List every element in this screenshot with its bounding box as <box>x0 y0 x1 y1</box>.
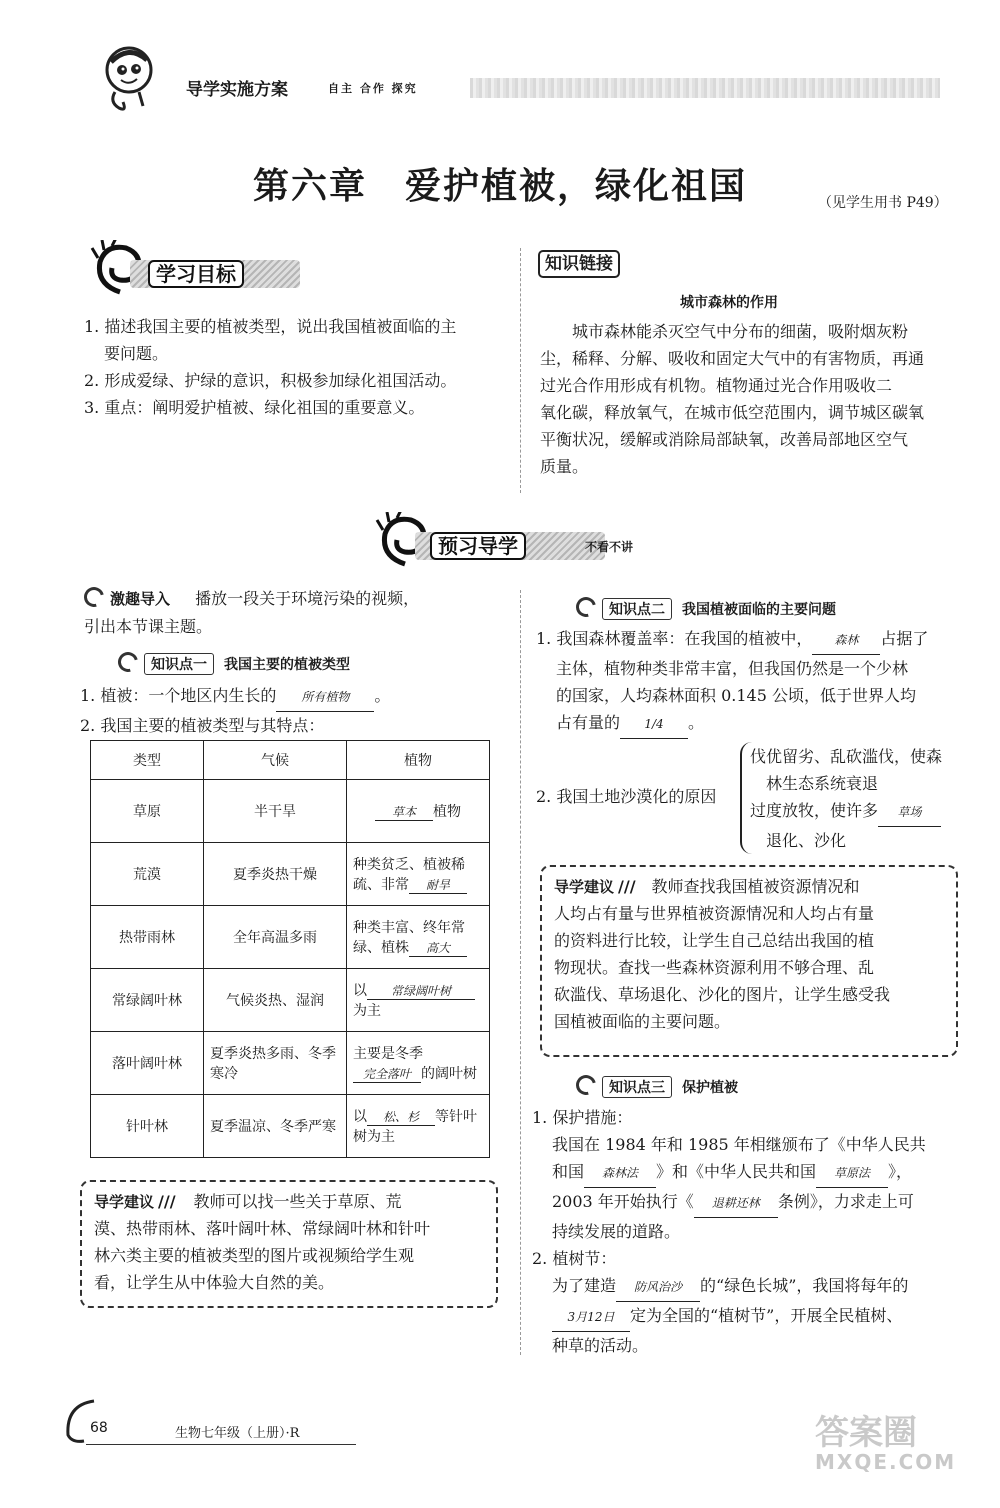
text: 主体，植物种类非常丰富，但我国仍然是一个少林 <box>556 659 909 678</box>
advice-line: 林六类主要的植被类型的图片或视频给学生观 <box>94 1246 415 1265</box>
book-title: 生物七年级（上册）·R <box>175 1426 300 1441</box>
cell-text: 的阔叶树 <box>421 1066 477 1082</box>
text: 1. 保护措施： <box>532 1108 633 1127</box>
kp1-q1-suffix: 。 <box>374 686 391 705</box>
answer-blank: 松、杉 <box>367 1108 435 1126</box>
answer-blank: 草原法 <box>816 1160 888 1188</box>
cell-text: 植物 <box>433 804 461 820</box>
cell-plants <box>347 843 490 906</box>
answer-blank: 森林法 <box>584 1160 656 1188</box>
moon-icon <box>114 648 141 675</box>
cell-plants <box>347 969 490 1032</box>
cell-type: 针叶林 <box>91 1095 204 1158</box>
advice-tag: 导学建议 <box>554 878 615 896</box>
answer-blank: 1/4 <box>620 711 688 739</box>
cell-type: 落叶阔叶林 <box>91 1032 204 1095</box>
advice-box-1: 导学建议 /// 教师可以找一些关于草原、荒 漠、热带雨林、落叶阔叶林、常绿阔叶林和针叶 林六类主要的植被类型的图片或视频给学生观 看，让学生从中体验大自然的美。 <box>80 1180 498 1308</box>
table-header: 植物 <box>347 741 490 780</box>
reason-line: 过度放牧，使许多 <box>750 801 879 820</box>
answer-blank: 高大 <box>409 939 467 957</box>
link-line: 尘，稀释、分解、吸收和固定大气中的有害物质，再通 <box>540 349 925 368</box>
link-heading: 城市森林的作用 <box>680 295 778 311</box>
advice-line: 的资料进行比较，让学生自己总结出我国的植 <box>554 931 875 950</box>
preview-banner <box>375 522 665 562</box>
text: 定为全国的“植树节”，开展全民植树、 <box>630 1306 903 1325</box>
column-divider <box>520 248 521 493</box>
cell-climate: 半干旱 <box>204 780 347 843</box>
text: 持续发展的道路。 <box>552 1222 681 1241</box>
cell-climate: 全年高温多雨 <box>204 906 347 969</box>
cell-text: 以 <box>353 983 367 999</box>
cell-plants <box>347 780 490 843</box>
text: 2. 植树节： <box>532 1249 617 1268</box>
reason-line: 退化、沙化 <box>766 831 847 850</box>
cell-plants <box>347 906 490 969</box>
table-row <box>91 1095 490 1158</box>
text: 。 <box>688 713 705 732</box>
cell-text: 种类丰富、终年常绿、植株 <box>353 920 465 956</box>
cell-text: 主要是冬季 <box>353 1046 423 1062</box>
table-row <box>91 969 490 1032</box>
advice-line: 国植被面临的主要问题。 <box>554 1012 731 1031</box>
kp3-body <box>532 1104 972 1359</box>
table-row <box>91 843 490 906</box>
answer-blank: 所有植物 <box>276 684 374 712</box>
answer-blank: 草场 <box>878 799 941 827</box>
chapter-title: 第六章 爱护植被，绿化祖国 <box>252 165 747 207</box>
header-band <box>470 78 940 98</box>
header-subtitle: 自主 合作 探究 <box>328 82 418 95</box>
cell-climate: 夏季炎热多雨、冬季寒冷 <box>204 1032 347 1095</box>
kp2-heading <box>576 597 836 620</box>
link-line: 平衡状况，缓解或消除局部缺氧，改善局部地区空气 <box>540 430 909 449</box>
answer-blank: 防风治沙 <box>616 1274 700 1302</box>
answer-blank: 完全落叶 <box>353 1065 421 1083</box>
advice-tag: 导学建议 <box>94 1193 155 1211</box>
table-row <box>91 1032 490 1095</box>
cell-text: 种类贫乏、植被稀疏、非常 <box>353 857 465 893</box>
answer-blank: 3月12日 <box>552 1304 630 1332</box>
goal-item: 1. 描述我国主要的植被类型，说出我国植被面临的主 <box>84 317 457 336</box>
link-line: 城市森林能杀灭空气中分布的细菌，吸附烟灰粉 <box>572 322 909 341</box>
text: 为了建造 <box>552 1276 617 1295</box>
header-title: 导学实施方案 <box>186 80 288 100</box>
advice-line: 砍滥伐、草场退化、沙化的图片，让学生感受我 <box>554 985 891 1004</box>
cell-text: 为主 <box>353 1003 381 1019</box>
answer-blank: 草本 <box>375 803 433 821</box>
advice-line: 教师查找我国植被资源情况和 <box>651 877 860 896</box>
moon-icon <box>572 1071 599 1098</box>
column-divider <box>520 590 521 1355</box>
text: 我国在 1984 年和 1985 年相继颁布了《中华人民共 <box>552 1135 926 1154</box>
link-line: 过光合作用形成有机物。植物通过光合作用吸收二 <box>540 376 893 395</box>
kp3-label: 知识点三 <box>602 1076 672 1098</box>
advice-line: 漠、热带雨林、落叶阔叶林、常绿阔叶林和针叶 <box>94 1219 431 1238</box>
kp1-questions <box>80 682 520 739</box>
table-header: 气候 <box>204 741 347 780</box>
link-body <box>540 318 970 480</box>
kp1-q1: 1. 植被：一个地区内生长的 <box>80 686 277 705</box>
link-line: 质量。 <box>540 457 589 476</box>
link-tag-box <box>538 250 620 278</box>
preview-note: 不看不讲 <box>585 540 634 554</box>
text: 的“绿色长城”，我国将每年的 <box>700 1276 909 1295</box>
goal-item: 要问题。 <box>104 344 169 363</box>
answer-blank: 常绿阔叶树 <box>367 982 475 1000</box>
cell-plants <box>347 1032 490 1095</box>
cell-plants <box>347 1095 490 1158</box>
moon-icon <box>572 593 599 620</box>
intro-line: 引出本节课主题。 <box>84 617 213 636</box>
cell-climate: 气候炎热、湿润 <box>204 969 347 1032</box>
watermark-text: 答案圈 <box>815 1413 917 1453</box>
cell-climate: 夏季炎热干燥 <box>204 843 347 906</box>
cell-type: 荒漠 <box>91 843 204 906</box>
kp1-q2: 2. 我国主要的植被类型与其特点： <box>80 716 325 735</box>
advice-box-2: 导学建议 /// 教师查找我国植被资源情况和 人均占有量与世界植被资源情况和人均占有量 的资料进行比较，让学生自己总结出我国的植 物现状。查找一些森林资源利用不够合理、乱 砍滥伐、草场退化、沙化的图片，让学生感受我 国植被面临的主要问题。 <box>540 865 958 1057</box>
answer-blank: 耐旱 <box>409 876 467 894</box>
kp3-heading <box>576 1075 738 1098</box>
mascot-logo <box>95 42 165 114</box>
advice-line: 人均占有量与世界植被资源情况和人均占有量 <box>554 904 875 923</box>
answer-blank: 森林 <box>812 627 880 655</box>
table-header-row <box>91 741 490 780</box>
goal-item: 3. 重点：阐明爱护植被、绿化祖国的重要意义。 <box>84 398 425 417</box>
table-row <box>91 906 490 969</box>
kp2-q2: 2. 我国土地沙漠化的原因 <box>536 787 717 806</box>
kp3-title: 保护植被 <box>682 1080 738 1096</box>
goals-banner-label: 学习目标 <box>148 260 244 288</box>
page-number: 68 <box>90 1420 108 1436</box>
intro-tag: 激趣导入 <box>110 590 171 608</box>
footer-rule <box>86 1444 356 1445</box>
answer-blank: 退耕还林 <box>694 1190 778 1218</box>
cell-type: 热带雨林 <box>91 906 204 969</box>
kp1-label: 知识点一 <box>144 653 214 675</box>
text: 的国家，人均森林面积 0.145 公顷，低于世界人均 <box>556 686 916 705</box>
watermark-url: MXQE.COM <box>815 1450 957 1474</box>
cell-text: 以 <box>353 1109 367 1125</box>
text: 种草的活动。 <box>552 1336 649 1355</box>
reason-line: 伐优留劣、乱砍滥伐，使森 <box>750 747 943 766</box>
reason-line: 林生态系统衰退 <box>766 774 879 793</box>
goal-item: 2. 形成爱绿、护绿的意识，积极参加绿化祖国活动。 <box>84 371 457 390</box>
kp1-heading <box>118 652 350 675</box>
goals-banner <box>90 250 305 290</box>
text: 》和《中华人民共和国 <box>656 1162 817 1181</box>
advice-line: 教师可以找一些关于草原、荒 <box>193 1192 402 1211</box>
book-reference: （见学生用书 P49） <box>818 195 948 211</box>
text: 占据了 <box>880 629 929 648</box>
text: 占有量的 <box>556 713 621 732</box>
table-header: 类型 <box>91 741 204 780</box>
advice-line: 物现状。查找一些森林资源利用不够合理、乱 <box>554 958 875 977</box>
goals-list <box>84 313 514 421</box>
kp2-title: 我国植被面临的主要问题 <box>682 602 836 618</box>
vegetation-table <box>90 740 490 1158</box>
cell-text: 等针叶树为主 <box>353 1109 477 1145</box>
text: 和国 <box>552 1162 585 1181</box>
kp2-q1 <box>536 625 966 739</box>
link-line: 氧化碳，释放氧气，在城市低空范围内，调节城区碳氧 <box>540 403 925 422</box>
preview-banner-label: 预习导学 <box>430 532 526 560</box>
text: 》， <box>888 1162 913 1181</box>
intro-block <box>84 585 514 640</box>
cell-climate: 夏季温凉、冬季严寒 <box>204 1095 347 1158</box>
text: 2003 年开始执行《 <box>552 1192 694 1211</box>
intro-line: 播放一段关于环境污染的视频， <box>195 589 420 608</box>
advice-line: 看，让学生从中体验大自然的美。 <box>94 1273 335 1292</box>
table-row <box>91 780 490 843</box>
kp1-title: 我国主要的植被类型 <box>224 657 350 673</box>
cell-type: 常绿阔叶林 <box>91 969 204 1032</box>
text: 条例》，力求走上可 <box>777 1192 914 1211</box>
link-tag: 知识链接 <box>538 250 620 278</box>
moon-icon <box>80 583 107 610</box>
kp2-reasons <box>750 743 965 854</box>
cell-type: 草原 <box>91 780 204 843</box>
text: 1. 我国森林覆盖率：在我国的植被中， <box>536 629 813 648</box>
kp2-label: 知识点二 <box>602 598 672 620</box>
